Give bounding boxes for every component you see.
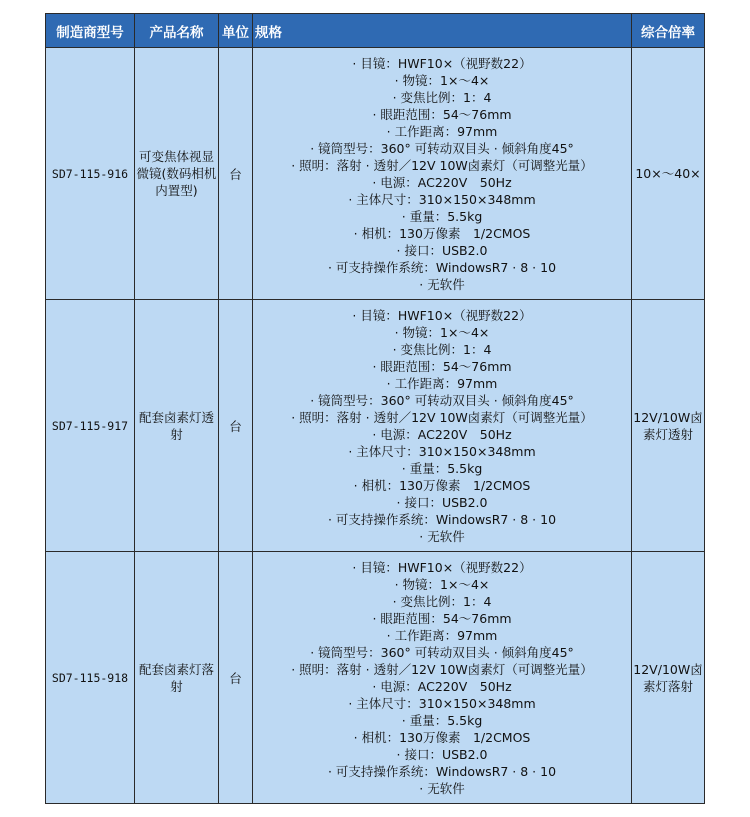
model-cell: SD7-115-918 <box>46 552 135 804</box>
header-name: 产品名称 <box>135 14 219 48</box>
spec-line: · 主体尺寸：310×150×348mm <box>348 191 536 207</box>
spec-line: · 工作距离：97mm <box>386 123 498 139</box>
spec-line: · 照明：落射 · 透射／12V 10W卤素灯（可调整光量） <box>291 661 593 677</box>
spec-line: · 变焦比例：1：4 <box>392 341 492 357</box>
spec-line: · 电源：AC220V 50Hz <box>372 174 512 190</box>
spec-line: · 电源：AC220V 50Hz <box>372 426 512 442</box>
product-name-cell: 可变焦体视显微镜(数码相机内置型) <box>135 48 219 300</box>
spec-line: · 变焦比例：1：4 <box>392 593 492 609</box>
spec-line: · 无软件 <box>419 780 465 796</box>
rate-cell: 10×～40× <box>632 48 705 300</box>
specs-cell <box>253 48 632 300</box>
model-cell: SD7-115-916 <box>46 48 135 300</box>
unit-cell: 台 <box>219 48 253 300</box>
rate-cell: 12V/10W卤素灯落射 <box>632 552 705 804</box>
spec-line: · 可支持操作系统：WindowsR7 · 8 · 10 <box>327 763 557 779</box>
spec-line: · 相机：130万像素 1/2CMOS <box>353 477 531 493</box>
spec-line: · 眼距范围：54～76mm <box>372 610 512 626</box>
spec-line: · 相机：130万像素 1/2CMOS <box>353 225 531 241</box>
spec-line: · 目镜：HWF10×（视野数22） <box>352 559 532 575</box>
spec-line: · 接口：USB2.0 <box>396 746 488 762</box>
product-name-cell: 配套卤素灯透射 <box>135 300 219 552</box>
rate-cell: 12V/10W卤素灯透射 <box>632 300 705 552</box>
spec-line: · 照明：落射 · 透射／12V 10W卤素灯（可调整光量） <box>291 409 593 425</box>
spec-line: · 物镜：1×～4× <box>394 324 490 340</box>
table-row <box>46 300 705 552</box>
spec-line: · 重量：5.5kg <box>401 208 483 224</box>
spec-line: · 相机：130万像素 1/2CMOS <box>353 729 531 745</box>
spec-line: · 无软件 <box>419 276 465 292</box>
spec-line: · 电源：AC220V 50Hz <box>372 678 512 694</box>
table-row <box>46 552 705 804</box>
spec-line: · 镜筒型号：360° 可转动双目头 · 倾斜角度45° <box>310 644 574 660</box>
spec-line: · 重量：5.5kg <box>401 460 483 476</box>
header-unit: 单位 <box>219 14 253 48</box>
spec-line: · 变焦比例：1：4 <box>392 89 492 105</box>
header-row <box>46 14 705 48</box>
spec-line: · 无软件 <box>419 528 465 544</box>
spec-line: · 接口：USB2.0 <box>396 242 488 258</box>
header-rate: 综合倍率 <box>632 14 705 48</box>
spec-line: · 镜筒型号：360° 可转动双目头 · 倾斜角度45° <box>310 140 574 156</box>
specs-cell <box>253 552 632 804</box>
spec-line: · 目镜：HWF10×（视野数22） <box>352 55 532 71</box>
specs-cell <box>253 300 632 552</box>
spec-line: · 工作距离：97mm <box>386 375 498 391</box>
unit-cell: 台 <box>219 552 253 804</box>
spec-line: · 工作距离：97mm <box>386 627 498 643</box>
spec-line: · 可支持操作系统：WindowsR7 · 8 · 10 <box>327 259 557 275</box>
unit-cell: 台 <box>219 300 253 552</box>
model-cell: SD7-115-917 <box>46 300 135 552</box>
table-row <box>46 48 705 300</box>
spec-line: · 眼距范围：54～76mm <box>372 106 512 122</box>
spec-table <box>45 13 705 804</box>
spec-line: · 镜筒型号：360° 可转动双目头 · 倾斜角度45° <box>310 392 574 408</box>
spec-line: · 眼距范围：54～76mm <box>372 358 512 374</box>
spec-line: · 主体尺寸：310×150×348mm <box>348 443 536 459</box>
spec-line: · 接口：USB2.0 <box>396 494 488 510</box>
spec-line: · 物镜：1×～4× <box>394 576 490 592</box>
spec-line: · 物镜：1×～4× <box>394 72 490 88</box>
spec-line: · 可支持操作系统：WindowsR7 · 8 · 10 <box>327 511 557 527</box>
spec-line: · 主体尺寸：310×150×348mm <box>348 695 536 711</box>
header-specs: 规格 <box>253 14 632 48</box>
product-name-cell: 配套卤素灯落射 <box>135 552 219 804</box>
spec-line: · 重量：5.5kg <box>401 712 483 728</box>
spec-line: · 照明：落射 · 透射／12V 10W卤素灯（可调整光量） <box>291 157 593 173</box>
header-model: 制造商型号 <box>46 14 135 48</box>
spec-line: · 目镜：HWF10×（视野数22） <box>352 307 532 323</box>
